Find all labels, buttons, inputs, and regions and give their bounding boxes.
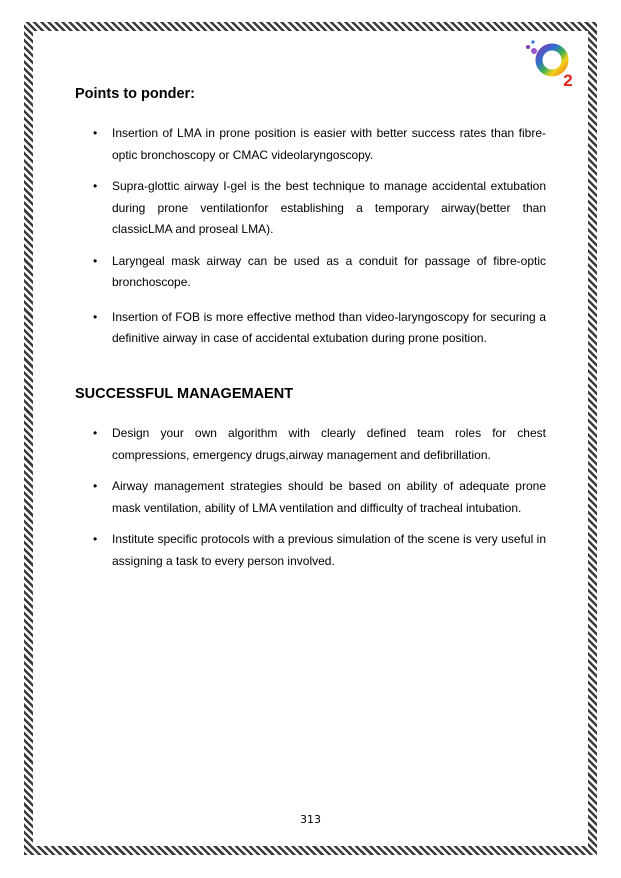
list-item-text: Laryngeal mask airway can be used as a conduit for passage of fibre-optic bronchoscope.: [112, 253, 546, 289]
bullet-icon: •: [93, 532, 98, 546]
list-item-text: Institute specific protocols with a previous simulation of the scene is very useful in assigning a task to every person involved.: [112, 532, 546, 568]
bullet-icon: •: [93, 179, 98, 193]
list-item: [93, 251, 546, 294]
list-item: [93, 476, 546, 519]
bullet-icon: •: [93, 126, 98, 140]
section-heading-points-to-ponder: Points to ponder:: [75, 86, 196, 102]
list-item: [93, 423, 546, 466]
list-item-text: Airway management strategies should be based on ability of adequate prone mask ventilation, ability of LMA ventilation and difficulty of tracheal intubation.: [112, 479, 546, 515]
svg-text:2: 2: [563, 71, 573, 88]
points-to-ponder-list: [93, 123, 546, 360]
page-number: 313: [300, 813, 321, 826]
list-item: [93, 307, 546, 350]
bullet-icon: •: [93, 309, 98, 324]
bullet-icon: •: [93, 479, 98, 493]
section-heading-successful-management: SUCCESSFUL MANAGEMAENT: [75, 386, 294, 402]
list-item: [93, 123, 546, 166]
list-item-text: Insertion of LMA in prone position is easier with better success rates than fibre-optic bronchoscopy or CMAC videolaryngoscopy.: [112, 126, 546, 162]
list-item-text: Insertion of FOB is more effective method than video-laryngoscopy for securing a definitive airway in case of accidental extubation during prone position.: [112, 309, 546, 345]
list-item: [93, 529, 546, 572]
o2-logo-icon: [524, 38, 578, 88]
list-item: [93, 176, 546, 241]
bullet-icon: •: [93, 253, 98, 268]
list-item-text: Design your own algorithm with clearly defined team roles for chest compressions, emergency drugs,airway management and defibrillation.: [112, 426, 546, 462]
bullet-icon: •: [93, 426, 98, 440]
list-item-text: Supra-glottic airway I-gel is the best technique to manage accidental extubation during prone ventilationfor establishing a temporary airway(better than classicLMA and proseal LMA).: [112, 179, 546, 236]
successful-management-list: [93, 423, 546, 582]
